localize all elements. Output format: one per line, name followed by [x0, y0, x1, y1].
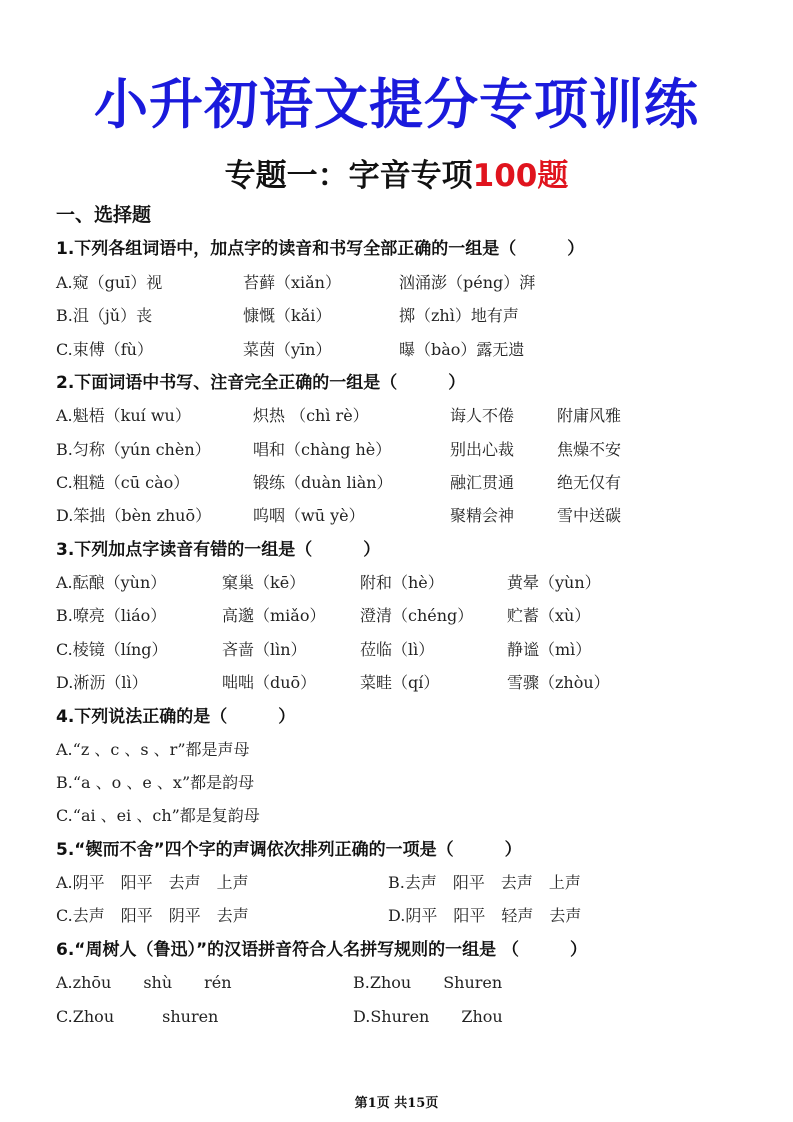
- option-cell: 黄晕（yùn）: [507, 573, 601, 592]
- subtitle-highlight: 100题: [472, 158, 569, 194]
- option-cell: 附庸风雅: [557, 406, 622, 425]
- option-cell: 别出心裁: [450, 440, 515, 459]
- option-cell: B.沮（jǔ）丧: [56, 306, 153, 325]
- question-6-stem: 6.“周树人（鲁迅）”的汉语拼音符合人名拼写规则的一组是 （ ）: [56, 940, 588, 960]
- option-cell: 焦燥不安: [557, 440, 622, 459]
- section-heading: 一、选择题: [56, 204, 152, 226]
- question-6-row-a: [0, 968, 793, 998]
- option-cell: C.束傅（fù）: [56, 340, 153, 359]
- option-cell: A.魁梧（kuí wu）: [56, 406, 191, 425]
- question-1-row-c: [0, 335, 793, 365]
- option-cell: 诲人不倦: [450, 406, 515, 425]
- page-title: 小升初语文提分专项训练: [94, 73, 699, 136]
- option-cell: 绝无仅有: [557, 473, 622, 492]
- option-cell: 窠巢（kē）: [222, 573, 306, 592]
- question-4-row-b: [0, 768, 793, 798]
- option-cell: D.Shuren Zhou: [353, 1007, 503, 1026]
- option-cell: 唱和（chàng hè）: [253, 440, 392, 459]
- subtitle-main: 专题一：字音专项: [224, 158, 473, 194]
- option-cell: B.“a 、o 、e 、x”都是韵母: [56, 773, 255, 792]
- option-cell: B.嘹亮（liáo）: [56, 606, 167, 625]
- question-2-row-d: [0, 501, 793, 531]
- option-cell: C.粗糙（cū cào）: [56, 473, 190, 492]
- question-3-row-c: [0, 635, 793, 665]
- question-4-row-a: [0, 735, 793, 765]
- question-1-stem: 1.下列各组词语中，加点字的读音和书写全部正确的一组是（ ）: [56, 239, 585, 259]
- question-5-row-b: [0, 901, 793, 931]
- option-cell: 聚精会神: [450, 506, 515, 525]
- page-footer: 第1页 共15页: [354, 1096, 439, 1111]
- option-cell: 曝（bào）露无遗: [399, 340, 525, 359]
- option-cell: 呜咽（wū yè）: [253, 506, 365, 525]
- question-3-row-b: [0, 601, 793, 631]
- question-6-row-b: [0, 1002, 793, 1032]
- option-cell: C.去声 阳平 阴平 去声: [56, 906, 249, 925]
- option-cell: 菜畦（qí）: [360, 673, 440, 692]
- question-3-row-d: [0, 668, 793, 698]
- option-cell: 菜茵（yīn）: [243, 340, 332, 359]
- option-cell: 附和（hè）: [360, 573, 444, 592]
- option-cell: 雪骤（zhòu）: [507, 673, 610, 692]
- option-cell: B.匀称（yún chèn）: [56, 440, 211, 459]
- option-cell: A.“z 、c 、s 、r”都是声母: [56, 740, 250, 759]
- option-cell: A.zhōu shù rén: [56, 973, 232, 992]
- option-cell: 贮蓄（xù）: [507, 606, 591, 625]
- option-cell: D.阴平 阳平 轻声 去声: [388, 906, 582, 925]
- question-4-stem: 4.下列说法正确的是（ ）: [56, 707, 296, 727]
- option-cell: A.酝酿（yùn）: [56, 573, 167, 592]
- option-cell: 掷（zhì）地有声: [399, 306, 519, 325]
- option-cell: 炽热 （chì rè）: [253, 406, 369, 425]
- question-1-row-a: [0, 268, 793, 298]
- option-cell: 莅临（lì）: [360, 640, 435, 659]
- option-cell: 汹涌澎（péng）湃: [399, 273, 536, 292]
- option-cell: 雪中送碳: [557, 506, 622, 525]
- option-cell: 澄清（chéng）: [360, 606, 474, 625]
- question-5-row-a: [0, 868, 793, 898]
- question-2-stem: 2.下面词语中书写、注音完全正确的一组是（ ）: [56, 373, 466, 393]
- question-5-stem: 5.“锲而不舍”四个字的声调依次排列正确的一项是（ ）: [56, 840, 522, 860]
- page-subtitle: [0, 154, 793, 198]
- option-cell: 咄咄（duō）: [222, 673, 317, 692]
- option-cell: 吝啬（lìn）: [222, 640, 307, 659]
- option-cell: C.棱镜（líng）: [56, 640, 168, 659]
- question-2-row-b: [0, 435, 793, 465]
- option-cell: 慷慨（kǎi）: [243, 306, 332, 325]
- option-cell: A.阴平 阳平 去声 上声: [56, 873, 249, 892]
- option-cell: A.窥（guī）视: [56, 273, 163, 292]
- question-3-row-a: [0, 568, 793, 598]
- option-cell: 高邈（miǎo）: [222, 606, 326, 625]
- option-cell: 静谧（mì）: [507, 640, 592, 659]
- option-cell: B.去声 阳平 去声 上声: [388, 873, 581, 892]
- option-cell: C.Zhou shuren: [56, 1007, 219, 1026]
- option-cell: D.淅沥（lì）: [56, 673, 148, 692]
- question-1-row-b: [0, 301, 793, 331]
- option-cell: 融汇贯通: [450, 473, 515, 492]
- question-2-row-c: [0, 468, 793, 498]
- question-2-row-a: [0, 401, 793, 431]
- option-cell: 苔藓（xiǎn）: [243, 273, 341, 292]
- question-3-stem: 3.下列加点字读音有错的一组是（ ）: [56, 540, 381, 560]
- option-cell: B.Zhou Shuren: [353, 973, 503, 992]
- question-4-row-c: [0, 801, 793, 831]
- option-cell: D.笨拙（bèn zhuō）: [56, 506, 212, 525]
- option-cell: 锻练（duàn liàn）: [253, 473, 393, 492]
- option-cell: C.“ai 、ei 、ch”都是复韵母: [56, 806, 260, 825]
